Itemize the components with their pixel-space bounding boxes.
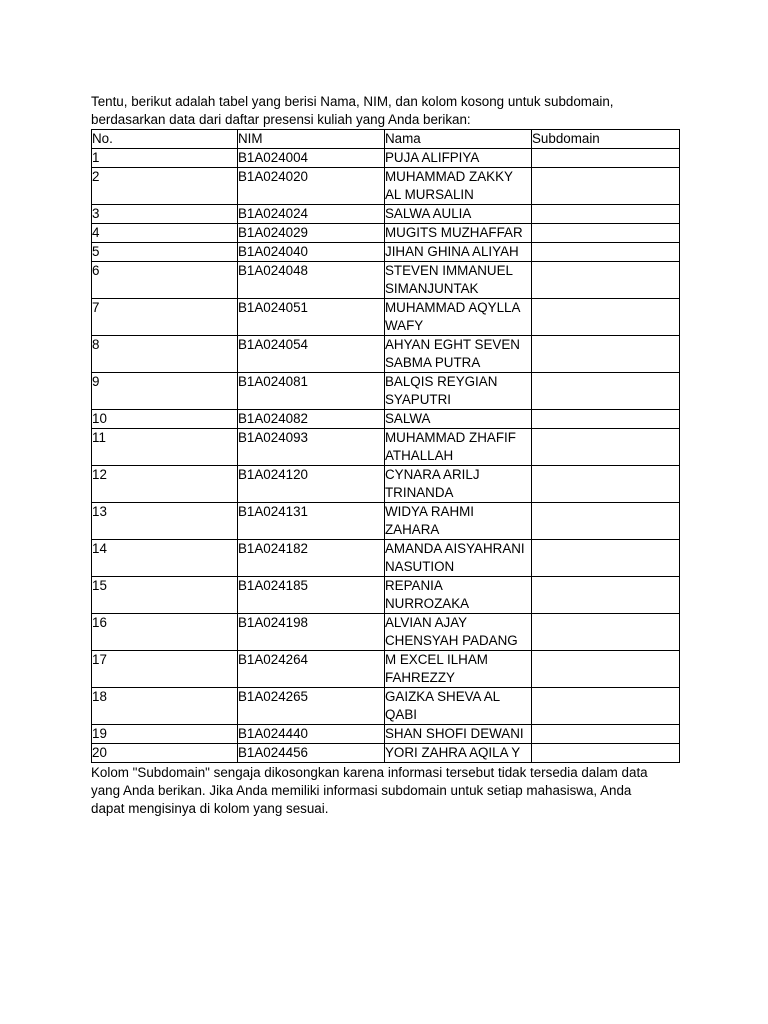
table-row	[92, 651, 680, 688]
header-no: No.	[92, 130, 238, 149]
cell-subdomain	[532, 224, 680, 243]
table-row	[92, 410, 680, 429]
cell-no: 15	[92, 577, 238, 614]
cell-no: 14	[92, 540, 238, 577]
document-page	[91, 93, 679, 818]
table-row	[92, 577, 680, 614]
table-row	[92, 540, 680, 577]
cell-nama: REPANIA NURROZAKA	[385, 577, 532, 614]
table-row	[92, 503, 680, 540]
cell-nama: AHYAN EGHT SEVEN SABMA PUTRA	[385, 336, 532, 373]
cell-no: 18	[92, 688, 238, 725]
cell-nim: B1A024093	[238, 429, 385, 466]
cell-nim: B1A024081	[238, 373, 385, 410]
cell-no: 11	[92, 429, 238, 466]
cell-nama: WIDYA RAHMI ZAHARA	[385, 503, 532, 540]
table-row	[92, 299, 680, 336]
cell-nama: PUJA ALIFPIYA	[385, 149, 532, 168]
student-table	[91, 129, 680, 763]
table-row	[92, 466, 680, 503]
cell-no: 20	[92, 744, 238, 763]
cell-subdomain	[532, 262, 680, 299]
cell-nama: CYNARA ARILJ TRINANDA	[385, 466, 532, 503]
cell-nama: MUHAMMAD AQYLLA WAFY	[385, 299, 532, 336]
table-row	[92, 262, 680, 299]
cell-nama: JIHAN GHINA ALIYAH	[385, 243, 532, 262]
cell-subdomain	[532, 744, 680, 763]
cell-no: 10	[92, 410, 238, 429]
cell-nim: B1A024051	[238, 299, 385, 336]
table-header-row	[92, 130, 680, 149]
cell-subdomain	[532, 410, 680, 429]
cell-nim: B1A024440	[238, 725, 385, 744]
cell-no: 5	[92, 243, 238, 262]
cell-subdomain	[532, 614, 680, 651]
cell-nama: MUGITS MUZHAFFAR	[385, 224, 532, 243]
cell-nim: B1A024131	[238, 503, 385, 540]
table-row	[92, 224, 680, 243]
table-row	[92, 429, 680, 466]
cell-nama: YORI ZAHRA AQILA Y	[385, 744, 532, 763]
cell-nim: B1A024198	[238, 614, 385, 651]
cell-no: 6	[92, 262, 238, 299]
cell-nama: MUHAMMAD ZAKKY AL MURSALIN	[385, 168, 532, 205]
cell-nama: SHAN SHOFI DEWANI	[385, 725, 532, 744]
cell-subdomain	[532, 168, 680, 205]
header-nim: NIM	[238, 130, 385, 149]
cell-subdomain	[532, 336, 680, 373]
cell-nim: B1A024120	[238, 466, 385, 503]
table-row	[92, 725, 680, 744]
cell-subdomain	[532, 149, 680, 168]
outro-paragraph: Kolom "Subdomain" sengaja dikosongkan karena informasi tersebut tidak tersedia dalam data yang Anda berikan. Jika Anda memiliki informasi subdomain untuk setiap mahasiswa, Anda dapat mengisinya di kolom yang sesuai.	[91, 765, 648, 816]
cell-no: 17	[92, 651, 238, 688]
cell-subdomain	[532, 688, 680, 725]
table-row	[92, 168, 680, 205]
cell-nama: BALQIS REYGIAN SYAPUTRI	[385, 373, 532, 410]
cell-nama: SALWA	[385, 410, 532, 429]
cell-nim: B1A024048	[238, 262, 385, 299]
cell-no: 16	[92, 614, 238, 651]
header-nama: Nama	[385, 130, 532, 149]
header-subdomain: Subdomain	[532, 130, 680, 149]
table-row	[92, 243, 680, 262]
table-row	[92, 373, 680, 410]
cell-subdomain	[532, 577, 680, 614]
cell-subdomain	[532, 466, 680, 503]
table-row	[92, 614, 680, 651]
cell-nama: MUHAMMAD ZHAFIF ATHALLAH	[385, 429, 532, 466]
table-row	[92, 149, 680, 168]
table-body	[92, 149, 680, 763]
cell-nim: B1A024264	[238, 651, 385, 688]
cell-subdomain	[532, 299, 680, 336]
cell-no: 4	[92, 224, 238, 243]
cell-subdomain	[532, 651, 680, 688]
cell-nim: B1A024185	[238, 577, 385, 614]
cell-no: 8	[92, 336, 238, 373]
cell-nim: B1A024456	[238, 744, 385, 763]
table-row	[92, 336, 680, 373]
cell-no: 7	[92, 299, 238, 336]
cell-nama: STEVEN IMMANUEL SIMANJUNTAK	[385, 262, 532, 299]
cell-nama: M EXCEL ILHAM FAHREZZY	[385, 651, 532, 688]
table-row	[92, 688, 680, 725]
cell-nim: B1A024024	[238, 205, 385, 224]
cell-no: 3	[92, 205, 238, 224]
cell-no: 13	[92, 503, 238, 540]
cell-no: 19	[92, 725, 238, 744]
cell-nim: B1A024004	[238, 149, 385, 168]
cell-nama: SALWA AULIA	[385, 205, 532, 224]
cell-subdomain	[532, 373, 680, 410]
cell-no: 9	[92, 373, 238, 410]
cell-subdomain	[532, 540, 680, 577]
cell-nim: B1A024020	[238, 168, 385, 205]
cell-nama: GAIZKA SHEVA AL QABI	[385, 688, 532, 725]
cell-nim: B1A024082	[238, 410, 385, 429]
cell-subdomain	[532, 429, 680, 466]
cell-subdomain	[532, 503, 680, 540]
cell-nim: B1A024182	[238, 540, 385, 577]
cell-subdomain	[532, 205, 680, 224]
intro-paragraph: Tentu, berikut adalah tabel yang berisi Nama, NIM, dan kolom kosong untuk subdomain, berdasarkan data dari daftar presensi kuliah yang Anda berikan:	[91, 94, 614, 127]
cell-no: 12	[92, 466, 238, 503]
cell-subdomain	[532, 243, 680, 262]
cell-no: 2	[92, 168, 238, 205]
cell-no: 1	[92, 149, 238, 168]
cell-nim: B1A024040	[238, 243, 385, 262]
cell-nim: B1A024054	[238, 336, 385, 373]
cell-nama: ALVIAN AJAY CHENSYAH PADANG	[385, 614, 532, 651]
cell-subdomain	[532, 725, 680, 744]
cell-nim: B1A024265	[238, 688, 385, 725]
table-row	[92, 205, 680, 224]
table-row	[92, 744, 680, 763]
cell-nim: B1A024029	[238, 224, 385, 243]
cell-nama: AMANDA AISYAHRANI NASUTION	[385, 540, 532, 577]
